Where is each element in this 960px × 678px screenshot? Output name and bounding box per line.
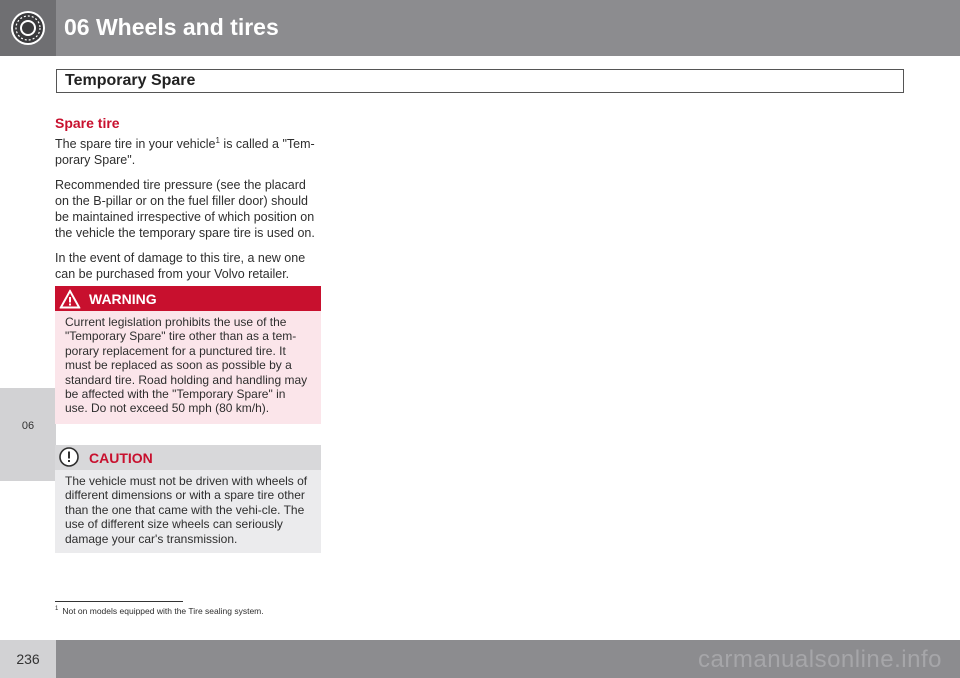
caution-header (55, 445, 321, 470)
footnote-text: Not on models equipped with the Tire sealing system. (62, 606, 264, 616)
chapter-side-tab-label: 06 (21, 420, 35, 432)
caution-exclamation-icon (59, 447, 79, 467)
warning-triangle-icon (59, 289, 81, 309)
page-number-tab (0, 640, 56, 678)
tire-icon (10, 10, 46, 46)
section-title-box (56, 69, 904, 93)
warning-text: Current legislation prohibits the use of the "Temporary Spare" tire other than as a tem-porary replacement for a punctured tire. It must be replaced as soon as possible by a standard tire. Road holding and handling may be affected with the "Temporary Spare" in use. Do not exceed 50 mph (80 km/h). (55, 311, 321, 424)
paragraph-spare-intro (55, 136, 321, 168)
watermark: carmanualsonline.info (698, 646, 942, 673)
chapter-icon-tab (0, 0, 56, 56)
paragraph-tire-pressure: Recommended tire pressure (see the placard on the B-pillar or on the fuel filler door) should be maintained irrespective of which position on the vehicle the temporary spare tire is used on. (55, 178, 315, 240)
paragraph-spare-intro-a: The spare tire in your vehicle (55, 137, 216, 151)
paragraph-spare-intro-b: is called a "Tem-porary Spare". (55, 137, 315, 167)
chapter-header (0, 0, 960, 56)
footnote-number: 1 (55, 606, 59, 613)
footnote (55, 606, 264, 616)
warning-box (55, 286, 321, 424)
warning-title: WARNING (89, 291, 157, 307)
chapter-title: 06 Wheels and tires (64, 14, 279, 40)
warning-header (55, 286, 321, 311)
caution-title: CAUTION (89, 450, 153, 466)
footnote-marker: 1 (215, 135, 220, 145)
paragraph-replacement: In the event of damage to this tire, a new one can be purchased from your Volvo retailer. (55, 251, 306, 281)
chapter-side-tab (0, 388, 56, 481)
section-title: Temporary Spare (65, 72, 196, 89)
subhead-spare-tire: Spare tire (55, 115, 120, 131)
side-strip (0, 56, 59, 640)
footnote-divider (55, 601, 183, 602)
caution-box (55, 445, 321, 553)
page-number: 236 (16, 651, 40, 667)
caution-text: The vehicle must not be driven with wheels of different dimensions or with a spare tire other than the one that came with the vehi-cle. The use of different size wheels can seriously damage your car's transmission. (55, 470, 321, 553)
page-footer (0, 640, 960, 678)
main-content (55, 115, 321, 291)
